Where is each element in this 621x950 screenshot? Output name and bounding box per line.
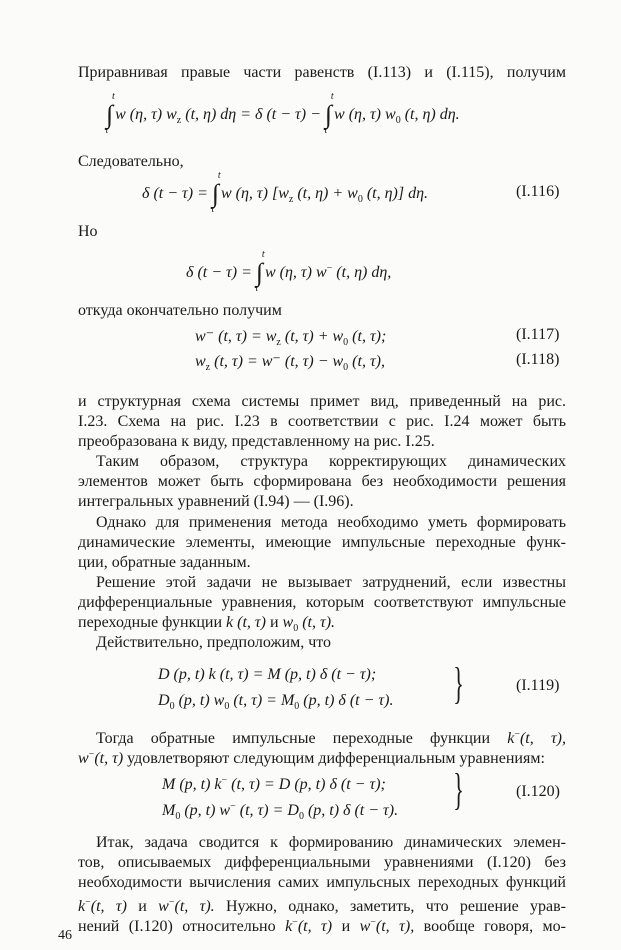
page-number: 46: [58, 928, 72, 943]
text-line: Приравнивая правые части равенств (I.113) и (I.115), получим: [78, 64, 566, 81]
equation-number: (I.119): [516, 677, 560, 694]
equation-number: (I.118): [516, 351, 560, 368]
equation-I120-line2: $M_0$ (p, t) w− (t, $\tau) = D_0$ (p, t) δ (t − τ).: [162, 801, 399, 822]
text-line: k−(t, τ) и w−(t, τ). Нужно, однако, заметить, что решение урав-: [78, 897, 567, 915]
text-line: Действительно, предположим, что: [96, 634, 332, 651]
text-line: Однако для применения метода необходимо уметь формировать: [96, 514, 566, 531]
right-brace: }: [453, 765, 464, 814]
text-line: откуда окончательно получим: [78, 302, 282, 319]
equation-I120-line1: M (p, t) k− (t, τ) = D (p, t) δ (t − τ);: [162, 775, 386, 793]
integral-sign: ∫ t τ: [323, 91, 334, 136]
equation-I117: w⁻ (t, $\tau) = w_z$ (t, $\tau) + w_0$ (t, τ);: [195, 328, 387, 348]
text-line: интегральных уравнений (I.94) — (I.96).: [78, 493, 354, 510]
text-line: Решение этой задачи не вызывает затруднений, если известны: [96, 574, 566, 591]
text-line: Но: [78, 223, 98, 240]
equation-I118: $w_z$ (t, τ) = w⁻ (t, $\tau) - w_0$ (t, τ),: [195, 353, 385, 373]
equation-1: ∫ t τ w (η, τ) $w_z$ (t, η) dη = δ (t − τ) − ∫ t τ w (η, τ) $w_0$ (t, η) dη.: [105, 91, 460, 136]
equation-number: (I.116): [516, 183, 560, 200]
text-line: Тогда обратные импульсные переходные функции k−(t, τ),: [96, 729, 567, 747]
text-line: элементов может быть сформирована без необходимости решения: [78, 473, 566, 490]
text-line: Следовательно,: [78, 153, 184, 170]
text-line: тов, описываемых дифференциальными уравнениями (I.120) без: [78, 854, 566, 871]
text-line: w−(t, τ) удовлетворяют следующим дифференциальным уравнениям:: [78, 749, 545, 767]
text-line: дифференциальные уравнения, которым соответствуют импульсные: [78, 594, 566, 611]
right-brace: }: [453, 659, 464, 708]
integral-sign: ∫ t τ: [254, 249, 265, 294]
equation-I119-line2: $D_0$ (p, t) $w_0$ (t, $\tau) = M_0$ (p, t) δ (t − τ).: [158, 692, 394, 712]
text-line: преобразована к виду, представленному на рис. I.25.: [78, 433, 435, 450]
integral-sign: ∫ t τ: [105, 91, 115, 136]
text-line: переходные функции k (t, τ) и $w_0$ (t, τ).: [78, 614, 336, 634]
text-line: необходимости вычисления самих импульсных переходных функций: [78, 874, 566, 891]
equation-3: δ (t − τ) = ∫ t τ w (η, τ) w− (t, η) dη,: [186, 249, 392, 294]
integral-sign: ∫ t τ: [210, 170, 221, 215]
text-line: I.23. Схема на рис. I.23 в соответствии с рис. I.24 может быть: [78, 413, 566, 430]
text-line: и структурная схема системы примет вид, приведенный на рис.: [78, 393, 566, 410]
text-line: Таким образом, структура корректирующих динамических: [96, 453, 566, 470]
equation-I119-line1: D (p, t) k (t, τ) = M (p, t) δ (t − τ);: [158, 666, 377, 683]
text-line: динамические элементы, имеющие импульсные переходные функ-: [78, 534, 566, 551]
text-line: Итак, задача сводится к формированию динамических элемен-: [96, 834, 566, 851]
equation-I116: δ (t − τ) = ∫ t τ w (η, τ) [$w_z$ (t, $\eta) + w_0$ (t, η)] dη.: [142, 170, 429, 215]
equation-number: (I.117): [516, 326, 560, 343]
text-line: нений (I.120) относительно k−(t, τ) и w−(t, τ), вообще говоря, мо-: [78, 917, 567, 935]
equation-number: (I.120): [516, 783, 560, 800]
text-line: ции, обратные заданным.: [78, 554, 251, 571]
